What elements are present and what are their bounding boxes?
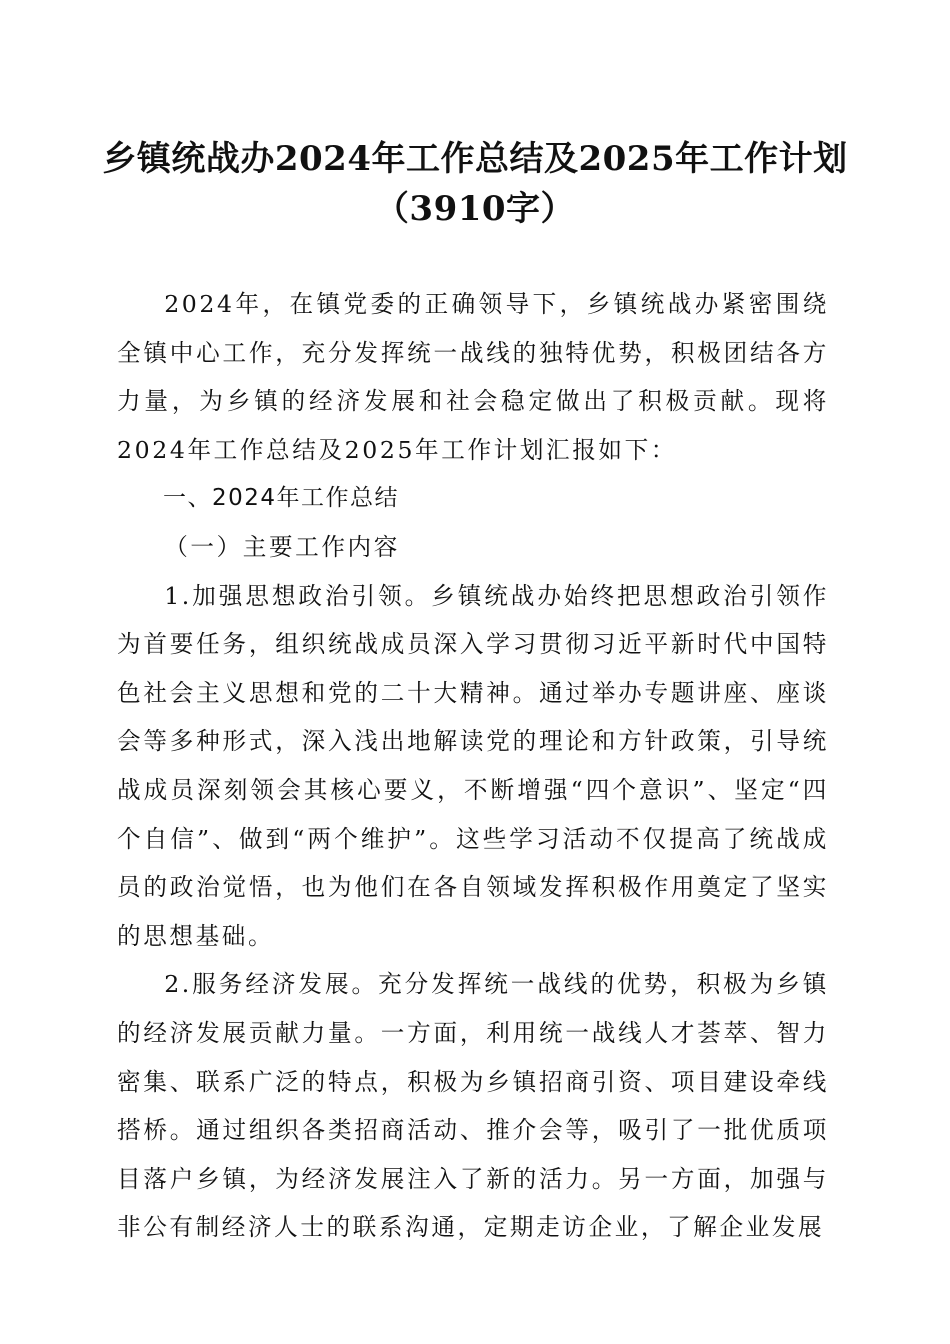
subsection-heading: （一）主要工作内容: [164, 532, 400, 561]
document-title: 乡镇统战办2024年工作总结及2025年工作计划（3910字）: [102, 139, 848, 229]
document-body: [117, 280, 829, 1252]
paragraph-item-1: 1.加强思想政治引领。乡镇统战办始终把思想政治引领作为首要任务，组织统战成员深入学习贯彻习近平新时代中国特色社会主义思想和党的二十大精神。通过举办专题讲座、座谈会等多种形式，深入浅出地解读党的理论和方针政策，引导统战成员深刻领会其核心要义，不断增强“四个意识”、坚定“四个自信”、做到“两个维护”。这些学习活动不仅提高了统战成员的政治觉悟，也为他们在各自领域发挥积极作用奠定了坚实的思想基础。: [117, 581, 829, 950]
paragraph-item-2: 2.服务经济发展。充分发挥统一战线的优势，积极为乡镇的经济发展贡献力量。一方面，利用统一战线人才荟萃、智力密集、联系广泛的特点，积极为乡镇招商引资、项目建设牵线搭桥。通过组织各类招商活动、推介会等，吸引了一批优质项目落户乡镇，为经济发展注入了新的活力。另一方面，加强与非公有制经济人士的联系沟通，定期走访企业，了解企业发展: [117, 970, 829, 1242]
section-heading: 一、2024年工作总结: [163, 485, 400, 512]
intro-paragraph: 2024年，在镇党委的正确领导下，乡镇统战办紧密围绕全镇中心工作，充分发挥统一战线的独特优势，积极团结各方力量，为乡镇的经济发展和社会稳定做出了积极贡献。现将2024年工作总结及2025年工作计划汇报如下：: [117, 290, 829, 464]
